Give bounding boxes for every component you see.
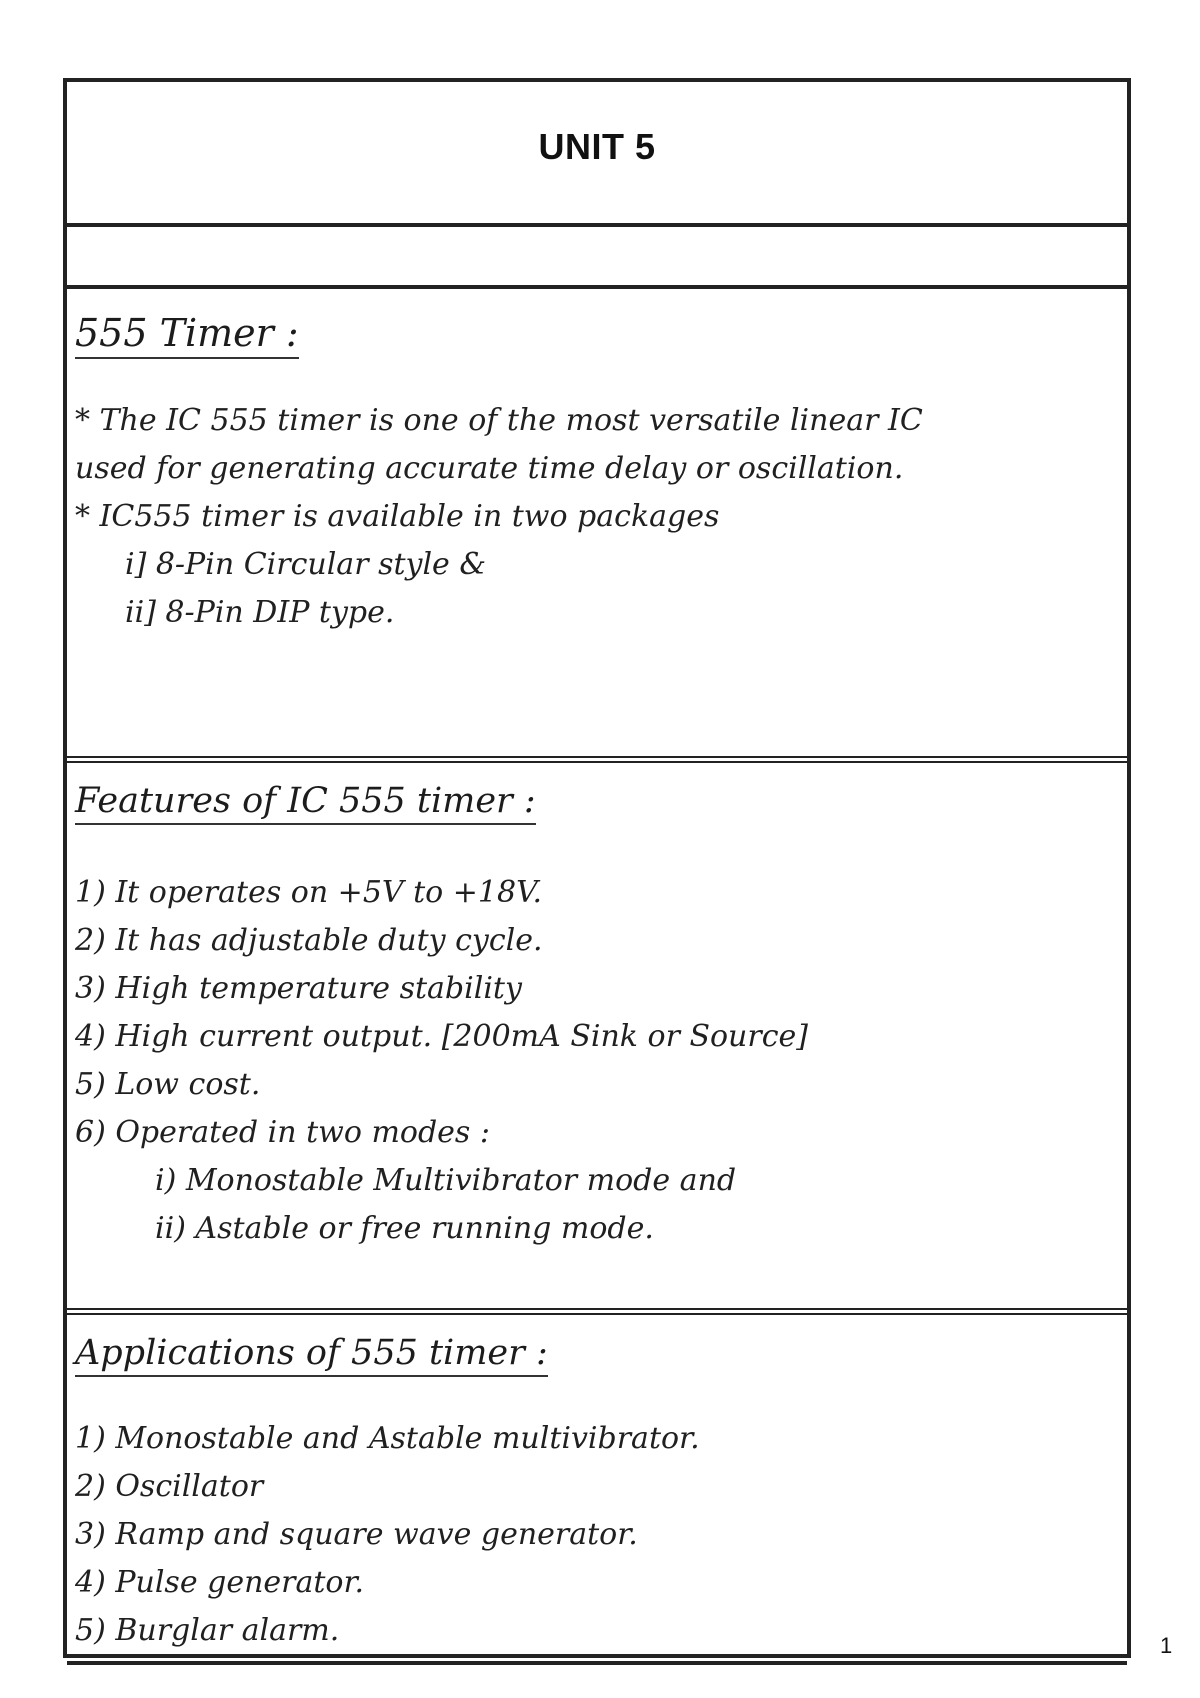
text-line: 5) Low cost. bbox=[75, 1067, 261, 1102]
text-line: * IC555 timer is available in two packages bbox=[75, 499, 720, 534]
blank-band bbox=[67, 227, 1127, 289]
text-line: 3) High temperature stability bbox=[75, 971, 522, 1006]
text-line: ii] 8-Pin DIP type. bbox=[125, 595, 395, 630]
text-line: * The IC 555 timer is one of the most versatile linear IC bbox=[75, 403, 923, 438]
text-line: used for generating accurate time delay or oscillation. bbox=[75, 451, 904, 486]
text-line: 4) High current output. [200mA Sink or Source] bbox=[75, 1019, 808, 1054]
text-line: 2) It has adjustable duty cycle. bbox=[75, 923, 543, 958]
text-line: 2) Oscillator bbox=[75, 1469, 264, 1504]
title-band bbox=[67, 82, 1127, 227]
text-line: 5) Burglar alarm. bbox=[75, 1613, 340, 1648]
text-line: 6) Operated in two modes : bbox=[75, 1115, 490, 1150]
section-lines bbox=[75, 397, 1107, 637]
unit-title: UNIT 5 bbox=[538, 126, 656, 167]
section-divider bbox=[67, 756, 1127, 763]
page-frame bbox=[63, 78, 1131, 1658]
section-lines bbox=[75, 869, 1107, 1253]
text-line: i] 8-Pin Circular style & bbox=[125, 547, 487, 582]
page-number: 1 bbox=[1160, 1633, 1173, 1658]
text-line: i) Monostable Multivibrator mode and bbox=[155, 1163, 737, 1198]
section-heading: Features of IC 555 timer : bbox=[75, 781, 536, 825]
section-heading: Applications of 555 timer : bbox=[75, 1333, 548, 1377]
section-lines bbox=[75, 1415, 1107, 1655]
text-line: 3) Ramp and square wave generator. bbox=[75, 1517, 638, 1552]
section-divider bbox=[67, 1308, 1127, 1315]
section-applications bbox=[67, 1315, 1127, 1665]
section-features bbox=[67, 763, 1127, 1315]
text-line: 4) Pulse generator. bbox=[75, 1565, 365, 1600]
section-divider bbox=[67, 1661, 1127, 1665]
text-line: ii) Astable or free running mode. bbox=[155, 1211, 654, 1246]
text-line: 1) It operates on +5V to +18V. bbox=[75, 875, 543, 910]
text-line: 1) Monostable and Astable multivibrator. bbox=[75, 1421, 700, 1456]
section-555-timer bbox=[67, 289, 1127, 763]
section-heading: 555 Timer : bbox=[75, 311, 299, 359]
